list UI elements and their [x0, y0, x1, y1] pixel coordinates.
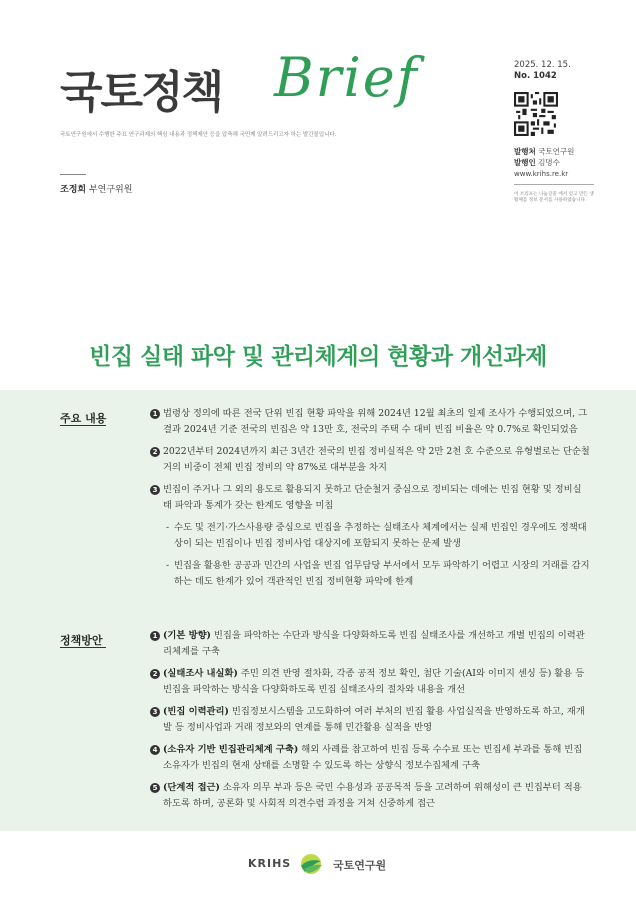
- author-name: 조정희: [60, 185, 87, 195]
- issue-meta: [514, 60, 604, 82]
- item-number: 2: [150, 447, 160, 457]
- issuer: 김명수: [538, 158, 560, 167]
- policy-item: [150, 628, 590, 660]
- summary-item: [150, 444, 590, 476]
- qr-code-icon[interactable]: [514, 92, 558, 136]
- content-panel: [0, 390, 636, 831]
- item-keyword: (실태조사 내실화): [163, 668, 238, 679]
- item-number: 3: [150, 707, 160, 717]
- item-text: 소유자 의무 부과 등은 국민 수용성과 공공목적 등을 고려하여 위해성이 큰 빈집부터 적용하도록 하며, 공론화 및 사회적 의견수렴 과정을 거쳐 신중하게 접근: [163, 782, 582, 809]
- item-number: 2: [150, 669, 160, 679]
- summary-subitem: - 빈집을 활용한 공공과 민간의 사업을 빈집 업무담당 부서에서 모두 파악하기 어렵고 시장의 거래를 감지하는 데도 한계가 있어 객관적인 빈집 정비현황 파악에 한계: [166, 560, 590, 587]
- footer-brand: KRIHS: [248, 857, 292, 870]
- item-number: 4: [150, 745, 160, 755]
- publisher: 국토연구원: [538, 147, 575, 156]
- item-text: 빈집을 파악하는 수단과 방식을 다양화하도록 빈집 실태조사를 개선하고 개별 빈집의 이력관리체계를 구축: [163, 630, 585, 657]
- masthead-title-ko: 국토정책: [60, 67, 223, 118]
- page-title: 빈집 실태 파악 및 관리체계의 현황과 개선과제: [89, 344, 547, 370]
- author: [60, 182, 132, 195]
- footer: [0, 852, 636, 876]
- summary-item: [150, 406, 590, 438]
- author-title: 부연구위원: [88, 185, 133, 195]
- summary-subitem: - 수도 및 전기·가스사용량 중심으로 빈집을 추정하는 실태조사 체계에서는 실제 빈집인 경우에도 정책대상이 되는 빈집이나 빈집 정비사업 대상지에 포함되지 못하는 문제 발생: [166, 522, 587, 549]
- policy-label: 정책방안: [60, 634, 103, 647]
- summary-list: [150, 406, 590, 596]
- author-divider: [60, 174, 86, 175]
- policy-item: [150, 704, 590, 736]
- item-keyword: (소유자 기반 빈집관리체계 구축): [163, 744, 299, 755]
- meta-divider: [514, 184, 594, 185]
- item-text: 법령상 정의에 따른 전국 단위 빈집 현황 파악을 위해 2024년 12월 최초의 일제 조사가 수행되었으며, 그 결과 2024년 기준 전국의 빈집은 약 13만 호, 전국의 주택 수 대비 빈집 비율은 약 0.7%로 확인되었음: [163, 408, 588, 435]
- tagline: 국토연구원에서 수행한 주요 연구과제의 핵심 내용과 정책제안 등을 압축해 국민께 알려드리고자 하는 발간물입니다.: [60, 132, 337, 138]
- item-number: 1: [150, 631, 160, 641]
- item-number: 5: [150, 783, 160, 793]
- policy-list: [150, 628, 590, 818]
- publisher-info: [514, 146, 574, 168]
- policy-item: [150, 742, 590, 774]
- item-keyword: (단계적 접근): [163, 782, 220, 793]
- subitem-text: 수도 및 전기·가스사용량 중심으로 빈집을 추정하는 실태조사 체계에서는 실제 빈집인 경우에도 정책대상이 되는 빈집이나 빈집 정비사업 대상지에 포함되지 못하는 문제 발생: [174, 522, 587, 549]
- item-text: 빈집이 주거나 그 외의 용도로 활용되지 못하고 단순철거 중심으로 정비되는 데에는 빈집 현황 및 정비실태 파악과 통계가 갖는 한계도 영향을 미침: [163, 484, 582, 511]
- item-text: 해외 사례를 참고하여 빈집 등록 수수료 또는 빈집세 부과를 통해 빈집 소유자가 빈집의 현재 상태를 소명할 수 있도록 하는 상향식 정보수집체계 구축: [163, 744, 583, 771]
- item-keyword: (빈집 이력관리): [163, 706, 229, 717]
- publisher-label: 발행처: [514, 147, 536, 156]
- item-number: 3: [150, 485, 160, 495]
- item-text: 주민 의견 반영 절차화, 각종 공적 정보 확인, 첨단 기술(AI와 이미지 센싱 등) 활용 등 빈집을 파악하는 방식을 다양화하도록 빈집 실태조사의 절차와 내용을 개선: [163, 668, 585, 695]
- policy-underline: [60, 647, 106, 648]
- issuer-label: 발행인: [514, 158, 536, 167]
- item-text: 빈집정보시스템을 고도화하여 여러 부처의 빈집 활용 사업실적을 반영하도록 하고, 재개발 등 정비사업과 거래 정보와의 연계를 통해 민간활용 실적을 반영: [163, 706, 585, 733]
- summary-underline: [60, 425, 106, 426]
- summary-item: [150, 482, 590, 514]
- issue-number: No. 1042: [514, 71, 557, 81]
- font-notice: 이 브리프는 나눔글꼴 에서 얻고 만든 생활체를 정보 문서를 사용하였습니다.: [514, 192, 594, 204]
- policy-item: [150, 666, 590, 698]
- item-text: 2022년부터 2024년까지 최근 3년간 전국의 빈집 정비실적은 약 2만 2천 호 수준으로 유형별로는 단순철거의 비중이 전체 빈집 정비의 약 87%로 대부분을 차지: [163, 446, 590, 473]
- issue-date: 2025. 12. 15.: [514, 60, 571, 70]
- website-link[interactable]: www.krihs.re.kr: [514, 170, 569, 178]
- item-keyword: (기본 방향): [163, 630, 211, 641]
- masthead-title-en: Brief: [274, 46, 419, 109]
- item-number: 1: [150, 409, 160, 419]
- summary-label: 주요 내용: [60, 412, 107, 425]
- footer-org-name: 국토연구원: [333, 859, 387, 872]
- krihs-logo-icon: [296, 852, 326, 876]
- policy-item: [150, 780, 590, 812]
- masthead: [60, 48, 440, 118]
- subitem-text: 빈집을 활용한 공공과 민간의 사업을 빈집 업무담당 부서에서 모두 파악하기 어렵고 시장의 거래를 감지하는 데도 한계가 있어 객관적인 빈집 정비현황 파악에 한계: [174, 560, 590, 587]
